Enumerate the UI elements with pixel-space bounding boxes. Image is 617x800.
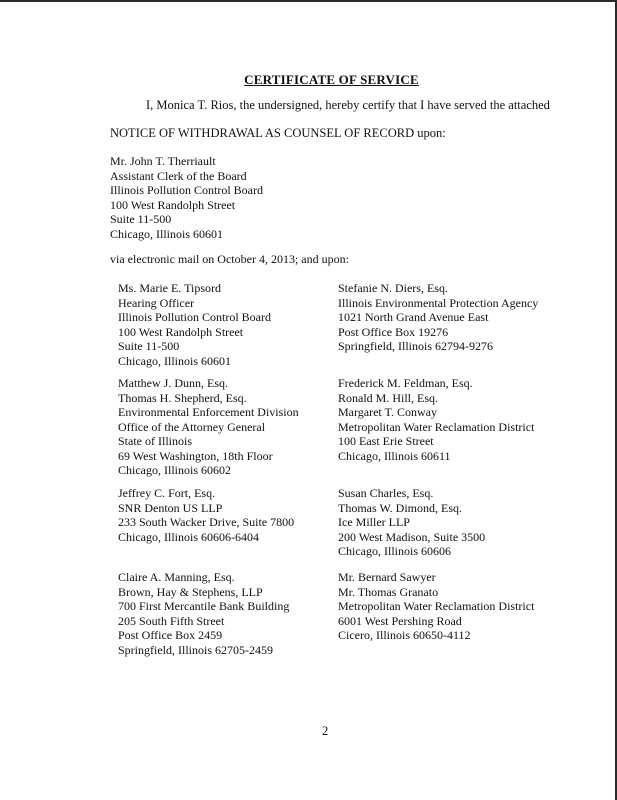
recipient-block-feldman <box>338 376 534 463</box>
address-line: SNR Denton US LLP <box>118 500 223 515</box>
certification-intro: I, Monica T. Rios, the undersigned, hereby certify that I have served the attached <box>146 98 550 112</box>
address-line: Stefanie N. Diers, Esq. <box>338 281 448 295</box>
recipient-block-manning <box>118 570 289 657</box>
address-line: Chicago, Illinois 60606-6404 <box>118 529 259 544</box>
address-line: Thomas H. Shepherd, Esq. <box>118 390 247 405</box>
address-line: Hearing Officer <box>118 295 195 310</box>
address-line: Matthew J. Dunn, Esq. <box>118 376 228 390</box>
address-line: Ms. Marie E. Tipsord <box>118 281 222 295</box>
address-line: Office of the Attorney General <box>118 419 266 434</box>
address-line: Chicago, Illinois 60602 <box>118 463 231 477</box>
address-line: 233 South Wacker Drive, Suite 7800 <box>118 515 295 529</box>
recipient-block-dunn <box>118 376 299 478</box>
recipient-block-sawyer <box>338 570 534 643</box>
recipient-block-fort <box>118 486 294 544</box>
address-line: Chicago, Illinois 60601 <box>110 226 223 241</box>
address-line: Suite 11-500 <box>118 339 180 353</box>
address-line: 1021 North Grand Avenue East <box>338 310 489 324</box>
address-line: Frederick M. Feldman, Esq. <box>338 376 473 390</box>
page-number: 2 <box>322 724 329 738</box>
address-line: 205 South Fifth Street <box>118 613 225 628</box>
address-line: 100 East Erie Street <box>338 434 434 448</box>
address-line: Claire A. Manning, Esq. <box>118 570 235 584</box>
address-line: Brown, Hay & Stephens, LLP <box>118 584 263 599</box>
address-line: Springfield, Illinois 62794-9276 <box>338 339 493 353</box>
address-line: Mr. Thomas Granato <box>338 584 439 599</box>
recipient-block-diers <box>338 281 538 354</box>
address-line: 100 West Randolph Street <box>110 197 236 212</box>
address-line: Susan Charles, Esq. <box>338 486 434 500</box>
address-line: Post Office Box 19276 <box>338 324 449 339</box>
address-line: Springfield, Illinois 62705-2459 <box>118 642 273 657</box>
address-line: Environmental Enforcement Division <box>118 405 299 419</box>
primary-recipient-address <box>110 154 263 241</box>
certificate-title: CERTIFICATE OF SERVICE <box>244 72 419 87</box>
address-line: Mr. Bernard Sawyer <box>338 570 436 584</box>
address-line: Illinois Pollution Control Board <box>118 310 272 324</box>
address-line: 700 First Mercantile Bank Building <box>118 599 290 613</box>
address-line: Chicago, Illinois 60601 <box>118 353 231 368</box>
address-line: 100 West Randolph Street <box>118 324 244 339</box>
address-line: 200 West Madison, Suite 3500 <box>338 529 486 544</box>
address-line: 6001 West Pershing Road <box>338 613 462 628</box>
recipient-block-charles <box>338 486 485 559</box>
address-line: 69 West Washington, 18th Floor <box>118 448 273 463</box>
address-line: Cicero, Illinois 60650-4112 <box>338 628 471 642</box>
address-line: Mr. John T. Therriault <box>110 154 216 168</box>
address-line: Metropolitan Water Reclamation District <box>338 599 535 613</box>
address-line: Illinois Pollution Control Board <box>110 183 264 197</box>
address-line: Chicago, Illinois 60606 <box>338 544 451 558</box>
address-line: Assistant Clerk of the Board <box>110 168 247 183</box>
address-line: Ice Miller LLP <box>338 515 410 529</box>
address-line: Post Office Box 2459 <box>118 628 223 642</box>
address-line: Thomas W. Dimond, Esq. <box>338 500 463 515</box>
scan-top-edge <box>0 0 617 2</box>
address-line: Margaret T. Conway <box>338 405 437 419</box>
address-line: Illinois Environmental Protection Agency <box>338 295 539 310</box>
address-line: Jeffrey C. Fort, Esq. <box>118 486 216 500</box>
address-line: State of Illinois <box>118 434 192 448</box>
address-line: Suite 11-500 <box>110 212 172 226</box>
address-line: Metropolitan Water Reclamation District <box>338 419 535 434</box>
address-line: Ronald M. Hill, Esq. <box>338 390 439 405</box>
address-line: Chicago, Illinois 60611 <box>338 448 451 463</box>
notice-title-line: NOTICE OF WITHDRAWAL AS COUNSEL OF RECORD upon: <box>110 126 446 140</box>
service-method-line: via electronic mail on October 4, 2013; and upon: <box>110 252 349 266</box>
recipient-block-tipsord <box>118 281 271 368</box>
